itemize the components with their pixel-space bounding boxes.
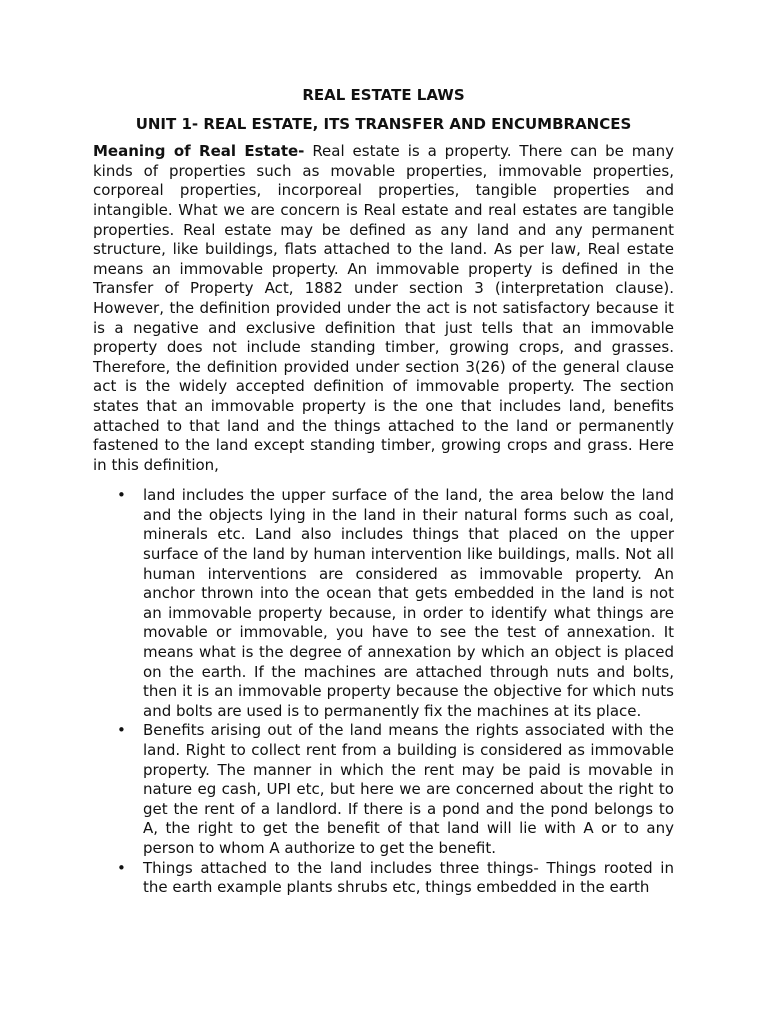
list-item-text: Things attached to the land includes three things- Things rooted in the earth example plants shrubs etc, things embedded in the earth bbox=[143, 858, 674, 897]
bullet-icon: • bbox=[117, 721, 126, 740]
list-item bbox=[93, 721, 674, 858]
document-title: REAL ESTATE LAWS bbox=[302, 86, 465, 104]
bullet-icon: • bbox=[117, 858, 126, 877]
bullet-icon: • bbox=[117, 486, 126, 505]
list-item bbox=[93, 859, 674, 898]
document-page bbox=[93, 86, 674, 898]
unit-heading: UNIT 1- REAL ESTATE, ITS TRANSFER AND ENCUMBRANCES bbox=[135, 114, 632, 133]
intro-body: Real estate is a property. There can be many kinds of properties such as movable properties, immovable properties, corporeal properties, incorporeal properties, tangible properties and intangible. What we are concern is Real estate and real estates are tangible properties. Real estate may be defined as any land and any permanent structure, like buildings, flats attached to the land. As per law, Real estate means an immovable property. An immovable property is defined in the Transfer of Property Act, 1882 under section 3 (interpretation clause). However, the definition provided under the act is not satisfactory because it is a negative and exclusive definition that just tells that an immovable property does not include standing timber, growing crops, and grasses. Therefore, the definition provided under section 3(26) of the general clause act is the widely accepted definition of immovable property. The section states that an immovable property is the one that includes land, benefits attached to that land and the things attached to the land or permanently fastened to the land except standing timber, growing crops and grass. Here in this definition, bbox=[93, 142, 674, 474]
intro-lead: Meaning of Real Estate- bbox=[93, 142, 305, 161]
list-item-text: Benefits arising out of the land means the rights associated with the land. Right to collect rent from a building is considered as immovable property. The manner in which the rent may be paid is movable in nature eg cash, UPI etc, but here we are concerned about the right to get the rent of a landlord. If there is a pond and the pond belongs to A, the right to get the benefit of that land will lie with A or to any person to whom A authorize to get the benefit. bbox=[143, 721, 674, 857]
bullet-list bbox=[93, 486, 674, 897]
list-item-text: land includes the upper surface of the land, the area below the land and the objects lying in the land in their natural forms such as coal, minerals etc. Land also includes things that placed on the upper surface of the land by human intervention like buildings, malls. Not all human interventions are considered as immovable property. An anchor thrown into the ocean that gets embedded in the land is not an immovable property because, in order to identify what things are movable or immovable, you have to see the test of annexation. It means what is the degree of annexation by which an object is placed on the earth. If the machines are attached through nuts and bolts, then it is an immovable property because the objective for which nuts and bolts are used is to permanently fix the machines at its place. bbox=[143, 486, 674, 720]
list-item bbox=[93, 486, 674, 721]
intro-paragraph bbox=[93, 142, 674, 475]
